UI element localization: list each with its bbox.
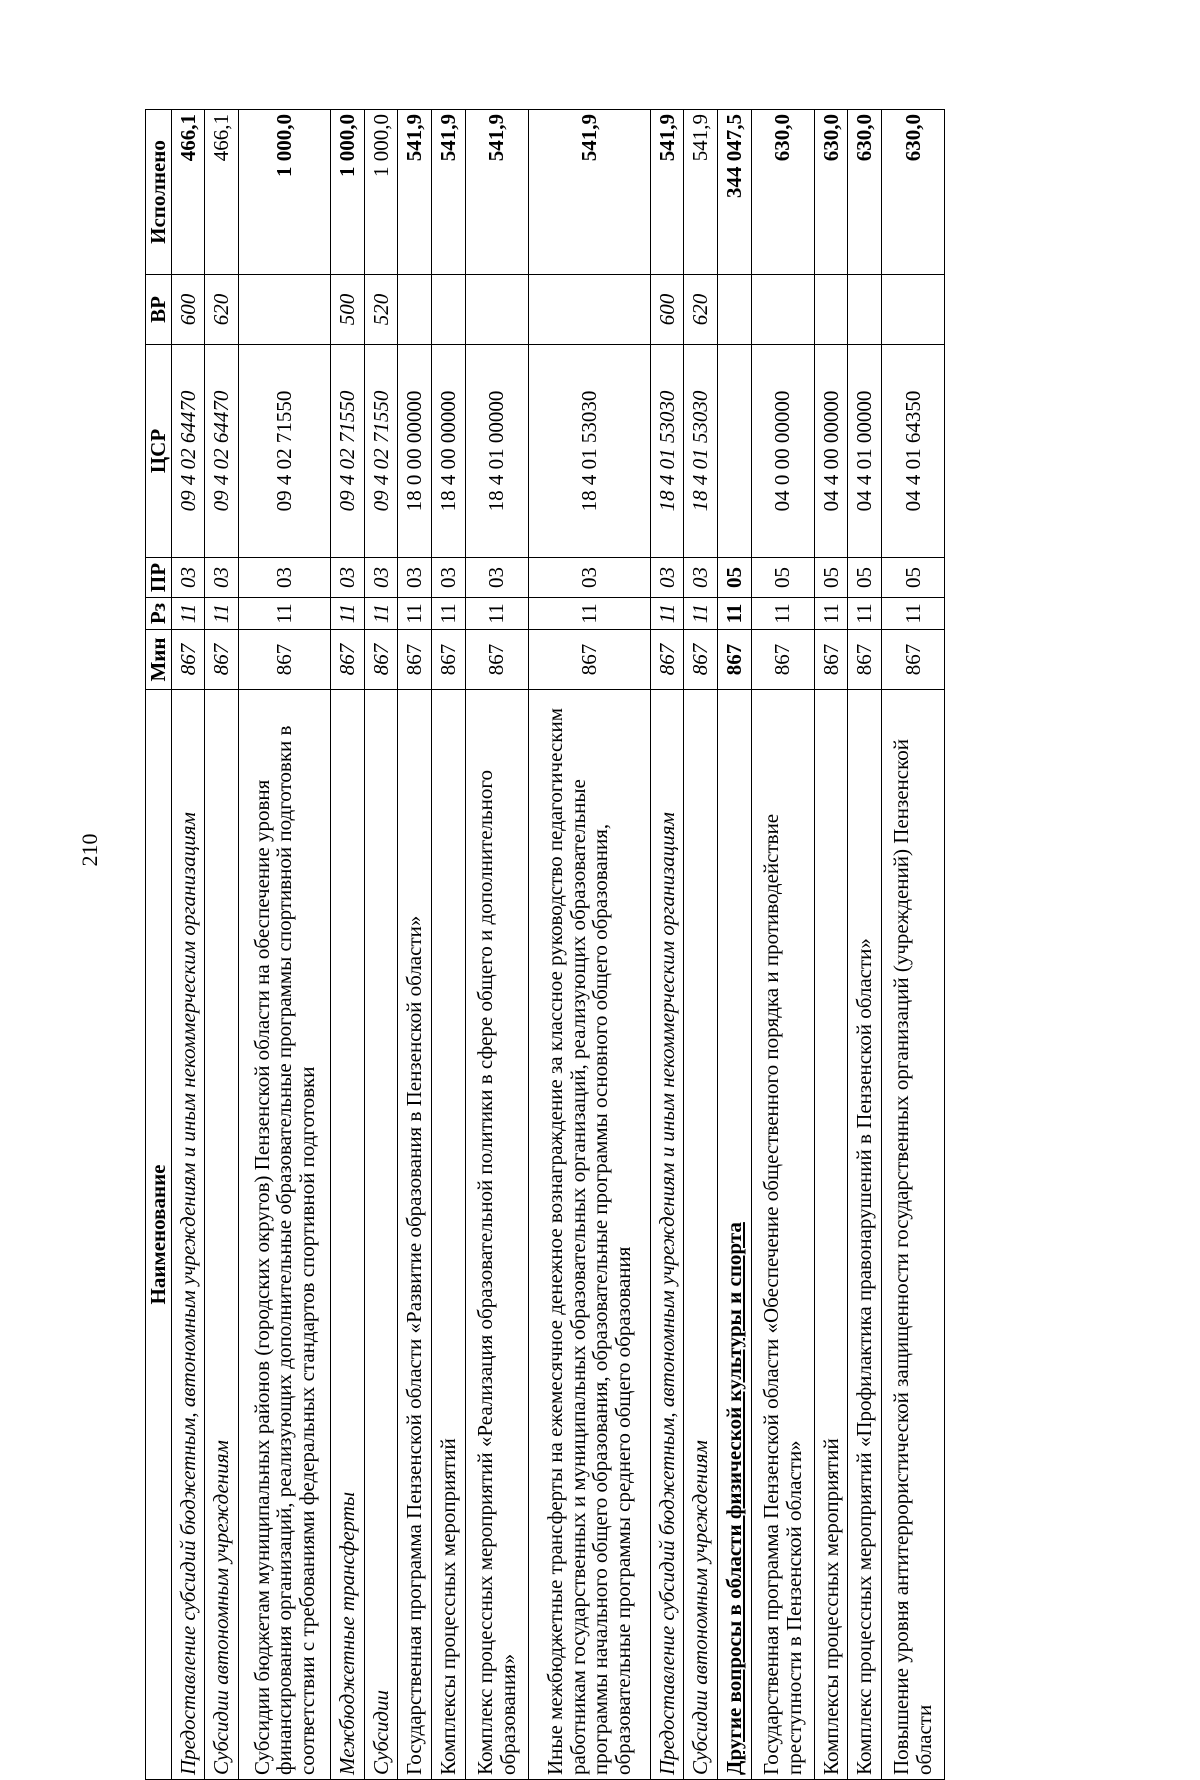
cell-name: Повышение уровня антитеррористической защищенности государственных организаций (учреждений) Пензенской области [881,690,944,1780]
cell-ispolneno: 541,9 [398,110,432,275]
cell-pr: 05 [718,558,752,598]
table-row [814,110,848,1780]
cell-rz: 11 [431,598,465,630]
cell-pr: 03 [465,558,528,598]
cell-rz: 11 [398,598,432,630]
cell-name: Комплекс процессных мероприятий «Реализация образовательной политики в сфере общего и дополнительного образования» [465,690,528,1780]
cell-csr: 18 4 01 53030 [684,345,718,558]
cell-min: 867 [751,630,814,690]
cell-name: Субсидии автономным учреждениям [684,690,718,1780]
table-row [205,110,239,1780]
cell-min: 867 [881,630,944,690]
cell-csr [718,345,752,558]
cell-pr: 03 [364,558,398,598]
cell-rz: 11 [751,598,814,630]
cell-pr: 03 [205,558,239,598]
cell-min: 867 [650,630,684,690]
cell-ispolneno: 541,9 [431,110,465,275]
budget-table [145,109,945,1780]
cell-ispolneno: 1 000,0 [364,110,398,275]
cell-ispolneno: 466,1 [205,110,239,275]
cell-name: Комплексы процессных мероприятий [431,690,465,1780]
page-number: 210 [77,833,102,867]
header-name: Наименование [146,690,172,1780]
cell-ispolneno: 630,0 [881,110,944,275]
cell-csr: 09 4 02 71550 [364,345,398,558]
cell-vr [751,275,814,345]
cell-vr [814,275,848,345]
cell-min: 867 [684,630,718,690]
cell-name: Предоставление субсидий бюджетным, автономным учреждениям и иным некоммерческим организациям [171,690,205,1780]
cell-ispolneno: 541,9 [684,110,718,275]
table-row [718,110,752,1780]
cell-min: 867 [814,630,848,690]
cell-pr: 03 [528,558,650,598]
cell-rz: 11 [528,598,650,630]
table-row [465,110,528,1780]
cell-name: Государственная программа Пензенской области «Развитие образования в Пензенской области» [398,690,432,1780]
cell-rz: 11 [848,598,882,630]
cell-min: 867 [718,630,752,690]
cell-vr [848,275,882,345]
cell-rz: 11 [465,598,528,630]
cell-min: 867 [398,630,432,690]
cell-ispolneno: 1 000,0 [331,110,365,275]
cell-name: Субсидии автономным учреждениям [205,690,239,1780]
table-row [848,110,882,1780]
cell-ispolneno: 1 000,0 [238,110,331,275]
table-row [398,110,432,1780]
cell-rz: 11 [205,598,239,630]
cell-csr: 04 4 00 00000 [814,345,848,558]
table-row [751,110,814,1780]
rotated-table-container [145,110,945,1780]
cell-csr: 04 4 01 64350 [881,345,944,558]
cell-vr [718,275,752,345]
cell-csr: 09 4 02 64470 [205,345,239,558]
cell-csr: 09 4 02 64470 [171,345,205,558]
cell-csr: 18 0 00 00000 [398,345,432,558]
cell-pr: 03 [331,558,365,598]
cell-csr: 18 4 01 00000 [465,345,528,558]
cell-rz: 11 [684,598,718,630]
cell-csr: 04 4 01 00000 [848,345,882,558]
cell-rz: 11 [171,598,205,630]
header-vr: ВР [146,275,172,345]
cell-rz: 11 [814,598,848,630]
cell-vr [528,275,650,345]
cell-ispolneno: 541,9 [465,110,528,275]
cell-ispolneno: 630,0 [848,110,882,275]
cell-name: Иные межбюджетные трансферты на ежемесячное денежное вознаграждение за классное руководство педагогическим работникам государственных и муниципальных образовательных организаций, реализующих образовательные программы начального общего образования, образовательные программы основного общего образования, образовательные программы среднего общего образования [528,690,650,1780]
cell-csr: 04 0 00 00000 [751,345,814,558]
table-row [881,110,944,1780]
cell-rz: 11 [364,598,398,630]
cell-rz: 11 [718,598,752,630]
cell-vr: 500 [331,275,365,345]
cell-vr: 620 [684,275,718,345]
table-row [684,110,718,1780]
table-row [364,110,398,1780]
cell-name: Субсидии [364,690,398,1780]
cell-pr: 03 [398,558,432,598]
cell-name: Комплексы процессных мероприятий [814,690,848,1780]
cell-ispolneno: 630,0 [814,110,848,275]
header-csr: ЦСР [146,345,172,558]
cell-vr: 520 [364,275,398,345]
cell-vr: 600 [171,275,205,345]
cell-csr: 18 4 01 53030 [650,345,684,558]
cell-csr: 18 4 00 00000 [431,345,465,558]
cell-name: Предоставление субсидий бюджетным, автономным учреждениям и иным некоммерческим организациям [650,690,684,1780]
table-row [650,110,684,1780]
table-row [331,110,365,1780]
cell-vr [238,275,331,345]
cell-ispolneno: 630,0 [751,110,814,275]
cell-pr: 03 [171,558,205,598]
cell-min: 867 [238,630,331,690]
cell-vr [431,275,465,345]
cell-pr: 03 [650,558,684,598]
header-ispolneno: Исполнено [146,110,172,275]
cell-pr: 05 [881,558,944,598]
cell-min: 867 [331,630,365,690]
cell-min: 867 [848,630,882,690]
cell-pr: 03 [431,558,465,598]
cell-pr: 05 [848,558,882,598]
cell-min: 867 [528,630,650,690]
table-header-row [146,110,172,1780]
cell-ispolneno: 541,9 [650,110,684,275]
rotated-table-wrapper [145,110,945,1780]
cell-pr: 05 [751,558,814,598]
cell-pr: 05 [814,558,848,598]
cell-min: 867 [364,630,398,690]
cell-vr: 600 [650,275,684,345]
cell-min: 867 [171,630,205,690]
cell-name: Государственная программа Пензенской области «Обеспечение общественного порядка и противодействие преступности в Пензенской области» [751,690,814,1780]
header-min: Мин [146,630,172,690]
cell-name: Другие вопросы в области физической культуры и спорта [718,690,752,1780]
cell-ispolneno: 344 047,5 [718,110,752,275]
cell-vr [881,275,944,345]
cell-vr: 620 [205,275,239,345]
cell-name: Межбюджетные трансферты [331,690,365,1780]
cell-min: 867 [431,630,465,690]
cell-min: 867 [465,630,528,690]
cell-min: 867 [205,630,239,690]
table-row [431,110,465,1780]
table-row [528,110,650,1780]
table-row [171,110,205,1780]
cell-vr [398,275,432,345]
cell-name: Комплекс процессных мероприятий «Профилактика правонарушений в Пензенской области» [848,690,882,1780]
table-row [238,110,331,1780]
cell-name: Субсидии бюджетам муниципальных районов (городских округов) Пензенской области на обеспечение уровня финансирования организаций, реализующих дополнительные образовательные программы спортивной подготовки в соответствии с требованиями федеральных стандартов спортивной подготовки [238,690,331,1780]
cell-csr: 09 4 02 71550 [331,345,365,558]
cell-ispolneno: 466,1 [171,110,205,275]
cell-csr: 09 4 02 71550 [238,345,331,558]
cell-ispolneno: 541,9 [528,110,650,275]
header-pr: ПР [146,558,172,598]
header-rz: Рз [146,598,172,630]
cell-pr: 03 [238,558,331,598]
cell-rz: 11 [331,598,365,630]
cell-rz: 11 [881,598,944,630]
cell-pr: 03 [684,558,718,598]
cell-csr: 18 4 01 53030 [528,345,650,558]
cell-vr [465,275,528,345]
cell-rz: 11 [650,598,684,630]
cell-rz: 11 [238,598,331,630]
